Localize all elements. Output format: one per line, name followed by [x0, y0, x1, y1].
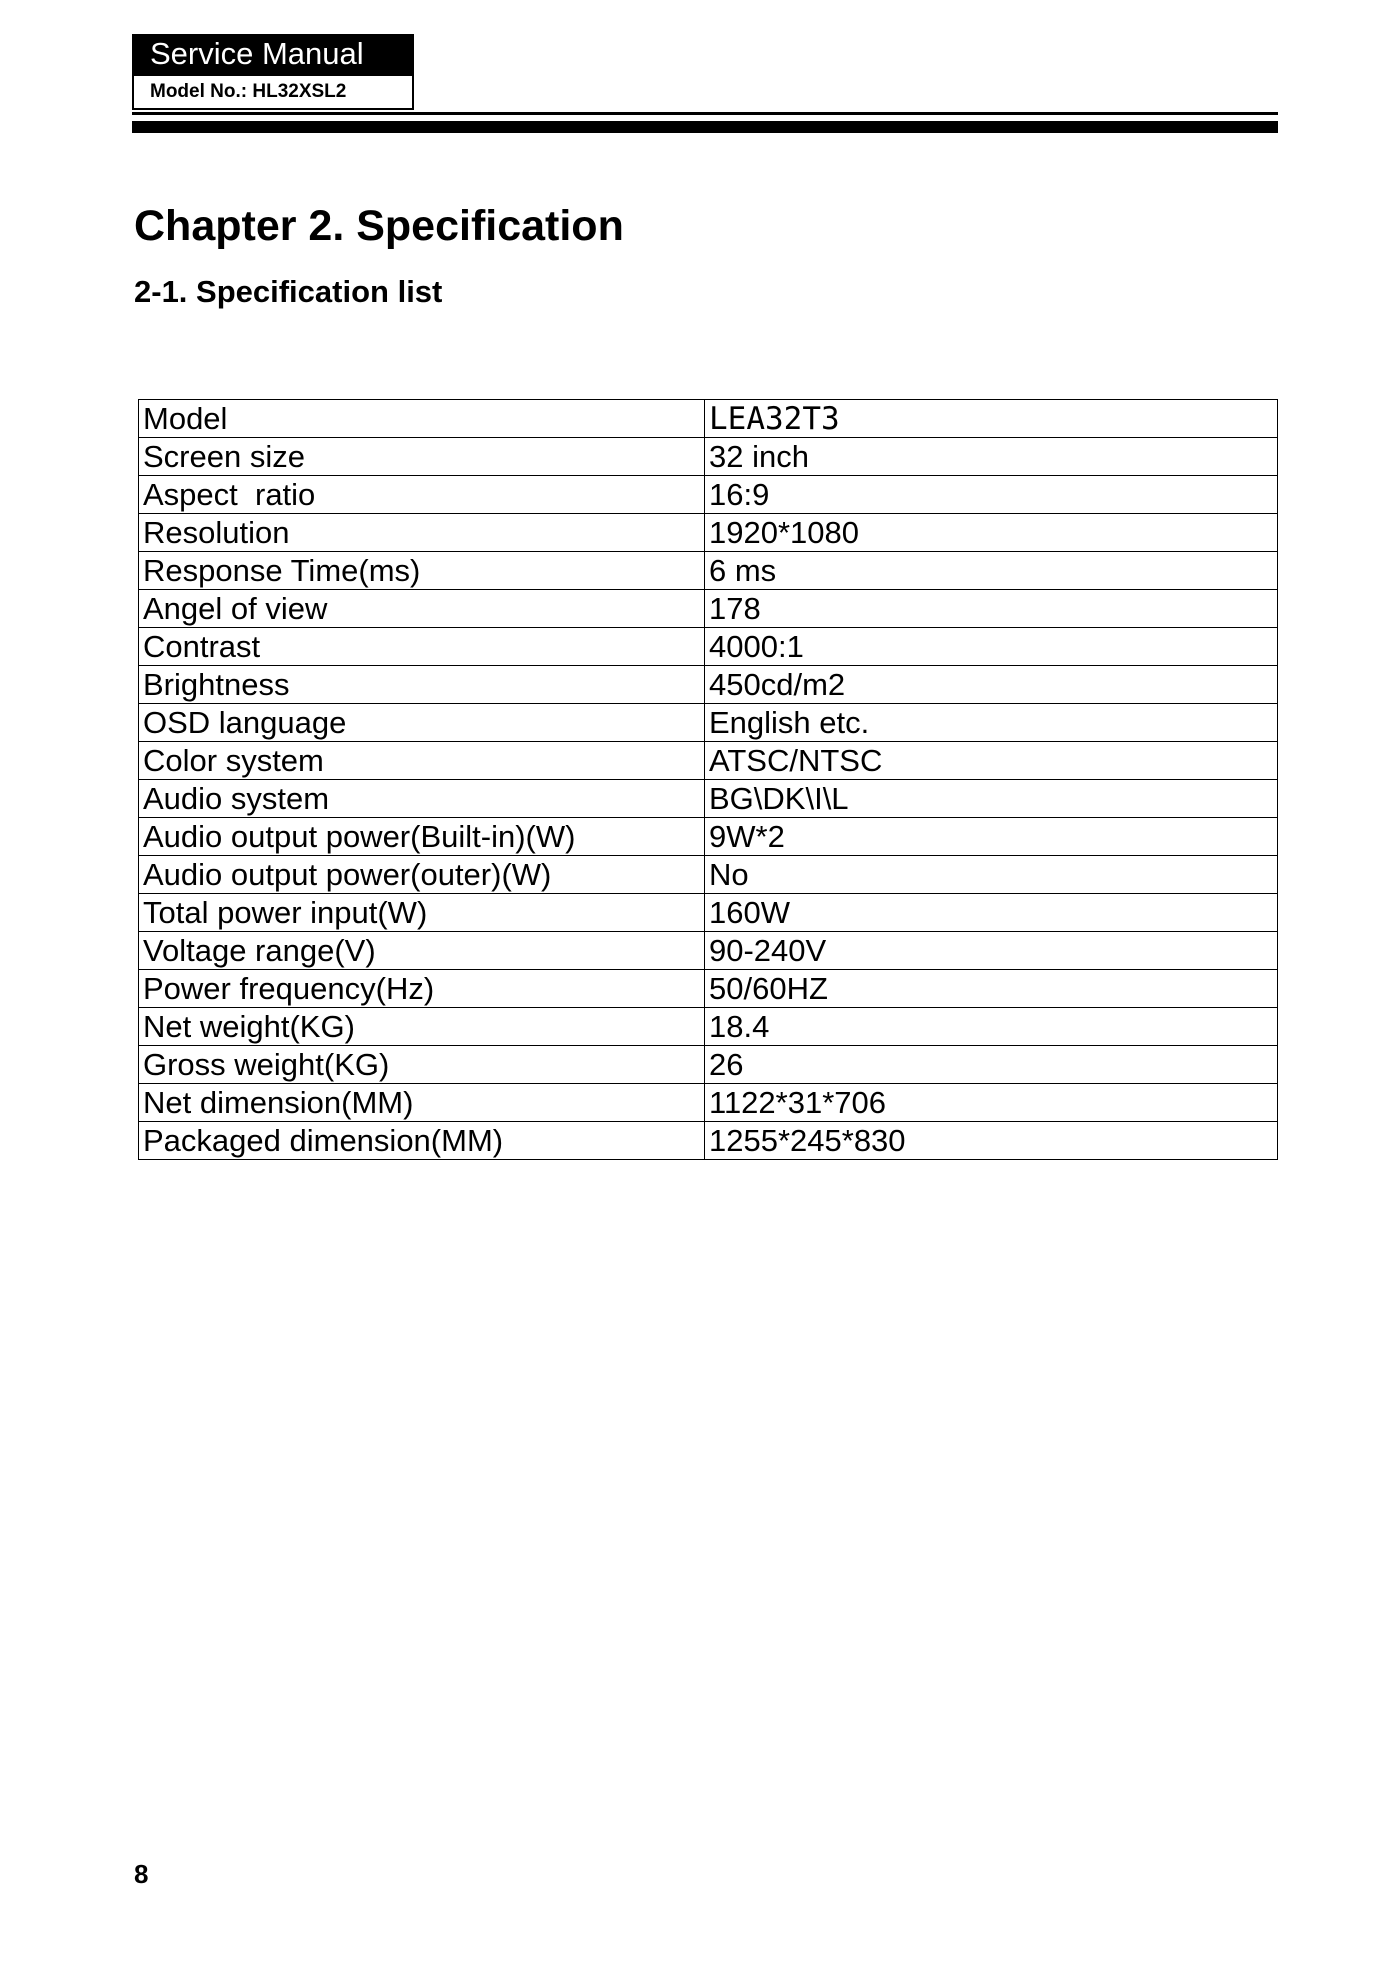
chapter-title: Chapter 2. Specification	[134, 202, 624, 250]
section-title: 2-1. Specification list	[134, 274, 443, 309]
spec-label: Resolution	[139, 514, 705, 552]
model-number-label: Model No.: HL32XSL2	[132, 74, 414, 110]
table-row	[139, 856, 1278, 894]
table-row	[139, 666, 1278, 704]
table-row	[139, 742, 1278, 780]
table-row	[139, 704, 1278, 742]
spec-value: 178	[705, 590, 1278, 628]
table-row	[139, 1046, 1278, 1084]
spec-label: Net weight(KG)	[139, 1008, 705, 1046]
spec-value: English etc.	[705, 704, 1278, 742]
spec-value: 26	[705, 1046, 1278, 1084]
table-row	[139, 438, 1278, 476]
table-row	[139, 1122, 1278, 1160]
spec-label: OSD language	[139, 704, 705, 742]
table-row	[139, 894, 1278, 932]
table-row	[139, 1084, 1278, 1122]
header-box	[132, 34, 414, 110]
spec-value: 450cd/m2	[705, 666, 1278, 704]
spec-value: 32 inch	[705, 438, 1278, 476]
spec-label: Net dimension(MM)	[139, 1084, 705, 1122]
spec-value: 6 ms	[705, 552, 1278, 590]
spec-label: Brightness	[139, 666, 705, 704]
table-row	[139, 970, 1278, 1008]
spec-value: 90-240V	[705, 932, 1278, 970]
spec-value: BG\DK\I\L	[705, 780, 1278, 818]
header-rule-thick	[132, 121, 1278, 133]
spec-label: Contrast	[139, 628, 705, 666]
spec-label: Power frequency(Hz)	[139, 970, 705, 1008]
spec-value: 4000:1	[705, 628, 1278, 666]
spec-label: Color system	[139, 742, 705, 780]
table-row	[139, 818, 1278, 856]
table-row	[139, 780, 1278, 818]
spec-label: Audio system	[139, 780, 705, 818]
spec-value: 9W*2	[705, 818, 1278, 856]
spec-label: Total power input(W)	[139, 894, 705, 932]
spec-value: 1122*31*706	[705, 1084, 1278, 1122]
spec-value: 50/60HZ	[705, 970, 1278, 1008]
spec-value: 1255*245*830	[705, 1122, 1278, 1160]
spec-value: 160W	[705, 894, 1278, 932]
spec-label: Angel of view	[139, 590, 705, 628]
table-row	[139, 400, 1278, 438]
table-row	[139, 552, 1278, 590]
table-row	[139, 932, 1278, 970]
spec-value: No	[705, 856, 1278, 894]
page-number: 8	[134, 1859, 149, 1889]
spec-label: Voltage range(V)	[139, 932, 705, 970]
spec-label: Packaged dimension(MM)	[139, 1122, 705, 1160]
table-row	[139, 476, 1278, 514]
spec-value: 18.4	[705, 1008, 1278, 1046]
header-rule-thin	[132, 112, 1278, 115]
spec-label: Model	[139, 400, 705, 438]
spec-value: ATSC/NTSC	[705, 742, 1278, 780]
table-row	[139, 514, 1278, 552]
table-row	[139, 628, 1278, 666]
specification-table	[138, 399, 1278, 1160]
spec-label: Gross weight(KG)	[139, 1046, 705, 1084]
spec-label: Screen size	[139, 438, 705, 476]
spec-label: Response Time(ms)	[139, 552, 705, 590]
document-type-label: Service Manual	[132, 34, 414, 74]
spec-label: Audio output power(Built-in)(W)	[139, 818, 705, 856]
table-row	[139, 1008, 1278, 1046]
spec-label: Aspect ratio	[139, 476, 705, 514]
spec-value: LEA32T3	[705, 400, 1278, 438]
spec-label: Audio output power(outer)(W)	[139, 856, 705, 894]
spec-value: 16:9	[705, 476, 1278, 514]
table-row	[139, 590, 1278, 628]
spec-value: 1920*1080	[705, 514, 1278, 552]
